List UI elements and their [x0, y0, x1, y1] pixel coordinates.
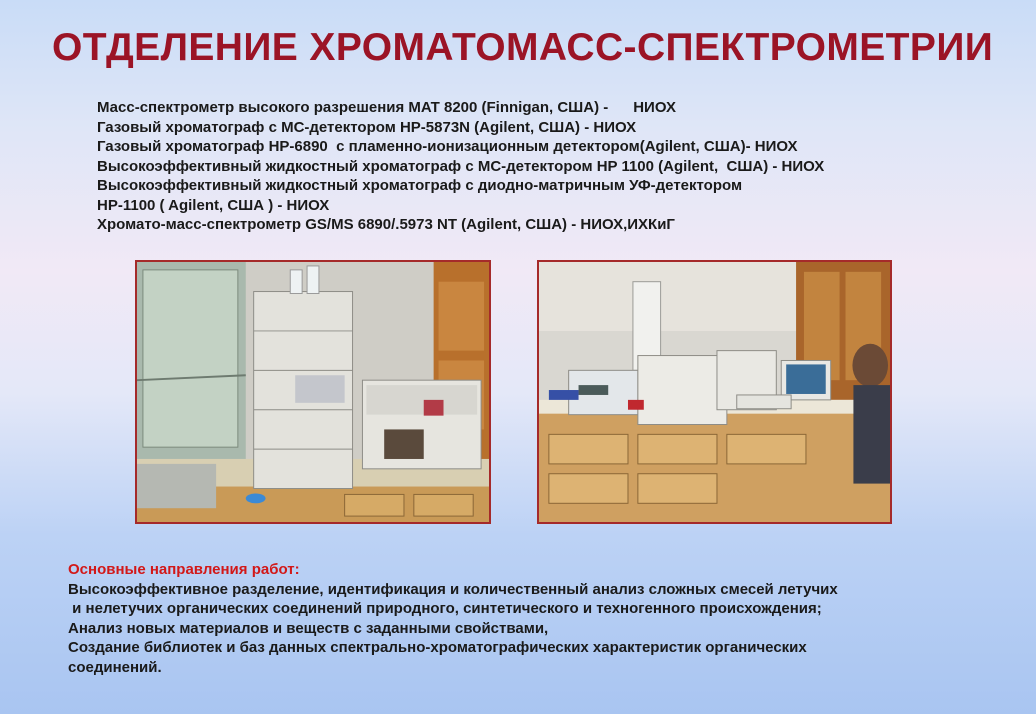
- equipment-item: Масс-спектрометр высокого разрешения MAT 8200 (Finnigan, США) - НИОХ: [97, 99, 676, 116]
- directions-item: и нелетучих органических соединений природного, синтетического и техногенного происхождения;: [68, 600, 822, 617]
- lab-photo-hplc: [135, 260, 491, 524]
- equipment-list: [97, 98, 824, 235]
- directions-heading: Основные направления работ:: [68, 561, 300, 578]
- directions-item: Анализ новых материалов и веществ с заданными свойствами,: [68, 619, 549, 637]
- lab-photo-gcms: [537, 260, 892, 524]
- equipment-item: Высокоэффективный жидкостный хроматограф с МС-детектором HP 1100 (Agilent, США) - НИОХ: [97, 157, 825, 175]
- equipment-item: Газовый хроматограф HP-6890 с пламенно-ионизационным детектором(Agilent, США)- НИОХ: [97, 138, 798, 155]
- equipment-item: HP-1100 ( Agilent, США ) - НИОХ: [97, 196, 330, 214]
- equipment-item: Высокоэффективный жидкостный хроматограф с диодно-матричным УФ-детектором: [97, 177, 743, 194]
- equipment-item: Газовый хроматограф с МС-детектором HP-5873N (Agilent, США) - НИОХ: [97, 118, 637, 136]
- equipment-item: Хромато-масс-спектрометр GS/MS 6890/.5973 NT (Agilent, США) - НИОХ,ИХКиГ: [97, 216, 675, 233]
- slide-title: ОТДЕЛЕНИЕ ХРОМАТОМАСС-СПЕКТРОМЕТРИИ: [52, 26, 994, 69]
- research-directions: [68, 560, 838, 677]
- directions-item: соединений.: [68, 658, 162, 676]
- gcms-photo-illustration: [539, 262, 890, 522]
- directions-item: Высокоэффективное разделение, идентификация и количественный анализ сложных смесей летучих: [68, 580, 838, 598]
- directions-item: Создание библиотек и баз данных спектрально-хроматографических характеристик органических: [68, 639, 807, 656]
- hplc-photo-illustration: [137, 262, 489, 522]
